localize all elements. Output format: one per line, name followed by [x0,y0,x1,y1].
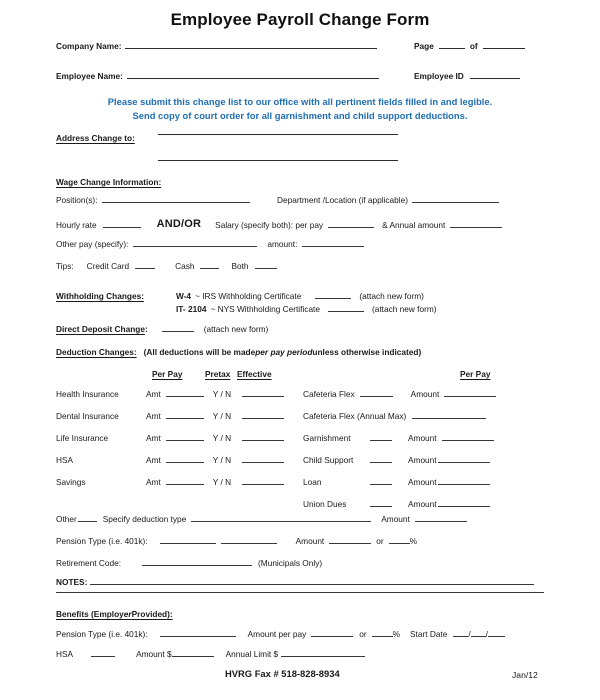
deduction-right-check-input[interactable] [370,462,392,463]
deduction-right-label: Union Dues [303,499,347,509]
deduction-right-amount-label: Amount [408,433,437,443]
deduction-right-check-input[interactable] [360,396,393,397]
deduction-row-left-1 [56,412,284,421]
deduction-right-check-input[interactable] [370,506,392,507]
deduction-right-amount-input[interactable] [438,484,490,485]
deduction-right-label: Cafeteria Flex [303,389,355,399]
footer-fax: HVRG Fax # 518-828-8934 [225,668,340,679]
deduction-right-amount-input[interactable] [444,396,496,397]
benefits-amount-per-pay-label: Amount per pay [247,629,307,639]
tips-row [56,262,277,271]
deduction-pension-amount-input[interactable] [329,543,371,544]
deduction-amt-input[interactable] [166,418,204,419]
direct-deposit-row [56,325,268,334]
deduction-label: Life Insurance [56,433,109,443]
tips-cash-input[interactable] [200,268,219,269]
other-deduction-check-input[interactable] [78,521,97,522]
other-pay-input[interactable] [133,246,257,247]
deduction-pension-input-1[interactable] [160,543,216,544]
deduction-row-right-0 [303,390,496,399]
benefits-heading-pre: Benefits (Employ [56,609,124,619]
deduction-label: HSA [56,455,74,465]
deduction-right-amount-input[interactable] [442,440,494,441]
withholding-heading: Withholding Changes: [56,291,144,301]
withholding-it2104-row [176,305,437,314]
salary-per-pay-input[interactable] [328,227,374,228]
employee-name-input[interactable] [127,78,379,79]
withholding-it2104-input[interactable] [328,311,364,312]
notes-input-line-1[interactable] [90,584,534,585]
withholding-w4-code: W-4 [176,291,192,301]
other-pay-amount-label: amount: [267,239,298,249]
deduction-amt-input[interactable] [166,484,204,485]
benefits-hsa-amount-input[interactable] [172,656,214,657]
deduction-note-italic: per pay period [255,347,313,357]
company-name-input[interactable] [125,48,377,49]
other-deduction-specify-label: Specify deduction type [102,514,187,524]
deduction-amt-input[interactable] [166,440,204,441]
deduction-amt-label: Amt [146,389,161,399]
benefits-start-date-label: Start Date [410,629,448,639]
deduction-pension-input-2[interactable] [221,543,277,544]
tips-cash-label: Cash [175,261,195,271]
benefits-amount-per-pay-input[interactable] [311,636,353,637]
tips-both-input[interactable] [255,268,277,269]
annual-amount-label: & Annual amount [382,219,446,230]
tips-both-label: Both [231,261,249,271]
deduction-effective-input[interactable] [242,440,284,441]
notes-label: NOTES: [56,577,88,587]
hourly-rate-input[interactable] [103,227,141,228]
benefits-or-label: or [359,629,367,639]
direct-deposit-input[interactable] [162,331,194,332]
deduction-pension-label: Pension Type (i.e. 401k): [56,536,148,546]
withholding-it2104-note: (attach new form) [371,304,437,314]
benefits-start-date-year-input[interactable] [488,636,505,637]
page-of-label: of [469,41,478,51]
department-row [277,196,499,205]
deduction-yn-label: Y / N [212,455,232,465]
benefits-pension-label: Pension Type (i.e. 401k): [56,629,148,639]
deduction-right-amount-label: Amount [408,477,437,487]
deduction-note-post: unless otherwise indicated) [312,347,422,357]
deduction-right-amount-input[interactable] [438,506,490,507]
notice-line-2: Send copy of court order for all garnishment and child support deductions. [132,110,468,121]
deduction-right-amount-label: Amount [408,499,437,509]
other-pay-amount-input[interactable] [302,246,364,247]
notes-input-line-2[interactable] [56,592,544,593]
deduction-row-left-2 [56,434,284,443]
other-pay-row [56,240,364,249]
benefits-pension-row: Pension Type (i.e. 401k): Amount per pay or % Start Date / / [56,630,505,639]
benefits-hsa-check-input[interactable] [91,656,115,657]
retirement-code-note: (Municipals Only) [258,558,323,568]
company-name-row [56,42,377,51]
salary-label: Salary (specify both): per pay [215,219,324,230]
annual-amount-input[interactable] [450,227,502,228]
deduction-amt-label: Amt [146,455,161,465]
deduction-right-label: Loan [303,477,322,487]
other-deduction-row [56,515,467,524]
deduction-row-left-3 [56,456,284,465]
footer-date: Jan/12 [512,670,538,680]
withholding-w4-row [176,292,424,301]
notes-line-2-row [56,592,544,595]
deduction-amt-label: Amt [146,477,161,487]
deduction-row-right-3 [303,456,490,465]
deduction-pension-percent-input[interactable] [389,543,410,544]
benefits-percent-input[interactable] [372,636,393,637]
benefits-start-date-day-input[interactable] [471,636,486,637]
notice-line-1: Please submit this change list to our office with all pertinent fields filled in and legible. [107,96,493,107]
company-name-label: Company Name: [56,41,122,51]
deduction-right-amount-input[interactable] [438,462,490,463]
deduction-effective-input[interactable] [242,462,284,463]
page-number-input[interactable] [439,48,465,49]
direct-deposit-heading: Direct Deposit Change [56,324,145,334]
and-or-label: AND/OR [156,218,202,230]
deduction-effective-input[interactable] [242,396,284,397]
direct-deposit-colon: : [144,324,148,334]
benefits-pension-input[interactable] [160,636,236,637]
deduction-amt-input[interactable] [166,396,204,397]
benefits-hsa-amount-label: Amount $ [136,649,172,659]
deduction-right-label: Child Support [303,455,354,465]
withholding-it2104-code: IT- 2104 [176,304,207,314]
address-line-1-input[interactable] [158,134,398,135]
other-deduction-specify-input[interactable] [191,521,371,522]
address-line-2-input[interactable] [158,160,398,161]
wage-change-heading: Wage Change Information: [56,177,162,187]
employee-id-label: Employee ID [414,71,464,81]
position-row [56,196,250,205]
column-header-pretax: Pretax [205,369,231,379]
hourly-rate-row [56,218,502,230]
other-pay-label: Other pay (specify): [56,239,129,249]
deduction-right-amount-label: Amount [410,389,440,399]
employee-name-row [56,72,379,81]
deduction-right-check-input[interactable] [370,484,392,485]
address-line-2-row [158,160,398,163]
other-deduction-amount-input[interactable] [415,521,467,522]
tips-credit-card-label: Credit Card [86,261,130,271]
deduction-right-label: Cafeteria Flex (Annual Max) [303,411,407,421]
deduction-amt-label: Amt [146,411,161,421]
tips-label: Tips: [56,261,74,271]
deduction-row-right-2 [303,434,494,443]
column-header-effective: Effective [237,369,272,379]
deduction-effective-input[interactable] [242,418,284,419]
deduction-yn-label: Y / N [212,389,232,399]
department-input[interactable] [412,202,499,203]
benefits-start-date-month-input[interactable] [453,636,468,637]
benefits-annual-limit-input[interactable] [281,656,365,657]
deduction-label: Savings [56,477,86,487]
address-change-label: Address Change to: [56,133,135,143]
other-deduction-amount-label: Amount [381,514,410,524]
withholding-w4-text: ~ IRS Withholding Certificate [195,291,302,301]
deduction-yn-label: Y / N [212,477,232,487]
deduction-row-left-4 [56,478,284,487]
deduction-changes-heading-row [56,348,421,357]
benefits-hsa-row [56,650,365,659]
deduction-yn-label: Y / N [212,433,232,443]
deduction-pension-row [56,537,417,546]
notes-row [56,578,534,587]
column-header-per-pay-right: Per Pay [460,369,491,379]
page-label: Page [414,41,434,51]
deduction-right-label: Garnishment [303,433,351,443]
page-total-input[interactable] [483,48,525,49]
retirement-code-input[interactable] [142,565,252,566]
deduction-amt-label: Amt [146,433,161,443]
deduction-right-amount-input[interactable] [412,418,486,419]
deduction-row-right-4 [303,478,490,487]
deduction-yn-label: Y / N [212,411,232,421]
tips-credit-card-input[interactable] [135,268,155,269]
deduction-effective-input[interactable] [242,484,284,485]
deduction-label: Health Insurance [56,389,119,399]
withholding-w4-note: (attach new form) [359,291,424,301]
position-label: Position(s): [56,195,98,205]
page-number-row [414,42,525,51]
department-label: Department /Location (if applicable) [277,195,408,205]
benefits-heading-post: Provided): [131,609,173,619]
deduction-right-check-input[interactable] [370,440,392,441]
withholding-it2104-text: ~ NYS Withholding Certificate [210,304,320,314]
retirement-code-label: Retirement Code: [56,558,122,568]
page-title: Employee Payroll Change Form [170,10,430,29]
deduction-right-amount-label: Amount [408,455,437,465]
employee-id-input[interactable] [470,78,520,79]
deduction-pension-amount-label: Amount [295,536,325,546]
deduction-row-left-0 [56,390,284,399]
withholding-w4-input[interactable] [315,298,351,299]
deduction-row-right-1 [303,412,486,421]
benefits-hsa-label: HSA [56,649,74,659]
employee-name-label: Employee Name: [56,71,123,81]
benefits-annual-limit-label: Annual Limit $ [225,649,279,659]
position-input[interactable] [102,202,250,203]
benefits-heading [56,610,173,619]
deduction-changes-heading: Deduction Changes: [56,347,137,357]
deduction-label: Dental Insurance [56,411,119,421]
other-deduction-label: Other [56,514,77,524]
deduction-amt-input[interactable] [166,462,204,463]
deduction-note-pre: (All deductions will be made [143,347,256,357]
hourly-rate-label: Hourly rate [56,219,97,230]
benefits-percent-label: % [392,629,400,639]
address-line-1-row [158,134,398,137]
benefits-heading-italic: er [123,609,132,619]
direct-deposit-note: (attach new form) [203,324,269,334]
deduction-pension-percent-label: % [409,536,418,546]
deduction-pension-or-label: or [376,536,384,546]
retirement-code-row [56,559,322,568]
deduction-row-right-5 [303,500,490,509]
employee-id-row [414,72,520,81]
column-header-per-pay: Per Pay [152,369,183,379]
